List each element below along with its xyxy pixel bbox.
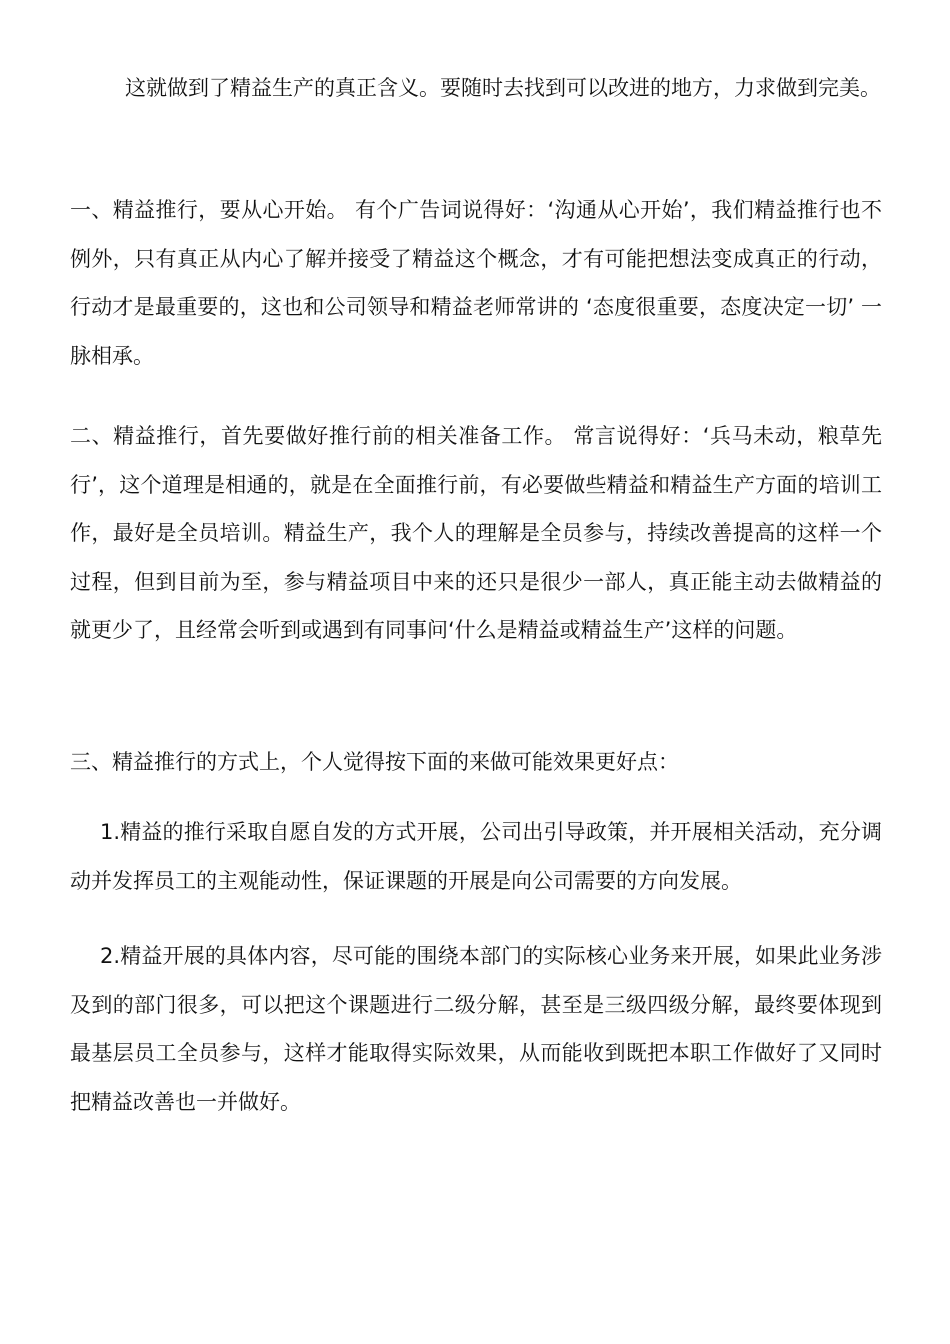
intro-paragraph: 这就做到了精益生产的真正含义。要随时去找到可以改进的地方，力求做到完美。 — [125, 76, 881, 100]
section-1-paragraph: 一、精益推行，要从心开始。 有个广告词说得好：‘沟通从心开始’，我们精益推行也不例外，只有真正从内心了解并接受了精益这个概念，才有可能把想法变成真正的行动，行动才是最重要的，这也和公司领导和精益老师常讲的 ‘态度很重要，态度决定一切’ 一脉相承。 — [70, 198, 882, 368]
section-3-heading: 三、精益推行的方式上，个人觉得按下面的来做可能效果更好点： — [70, 750, 679, 774]
section-2-paragraph: 二、精益推行，首先要做好推行前的相关准备工作。 常言说得好：‘兵马未动，粮草先行’，这个道理是相通的，就是在全面推行前，有必要做些精益和精益生产方面的培训工作，最好是全员培训。精益生产，我个人的理解是全员参与，持续改善提高的这样一个过程，但到目前为至，参与精益项目中来的还只是很少一部人，真正能主动去做精益的就更少了，且经常会听到或遇到有同事问‘什么是精益或精益生产’这样的问题。 — [70, 424, 882, 642]
list-item-2: 2.精益开展的具体内容，尽可能的围绕本部门的实际核心业务来开展，如果此业务涉及到的部门很多，可以把这个课题进行二级分解，甚至是三级四级分解，最终要体现到最基层员工全员参与，这样才能取得实际效果，从而能收到既把本职工作做好了又同时把精益改善也一并做好。 — [70, 944, 882, 1114]
list-item-1: 1.精益的推行采取自愿自发的方式开展，公司出引导政策，并开展相关活动，充分调动并发挥员工的主观能动性，保证课题的开展是向公司需要的方向发展。 — [70, 820, 882, 893]
